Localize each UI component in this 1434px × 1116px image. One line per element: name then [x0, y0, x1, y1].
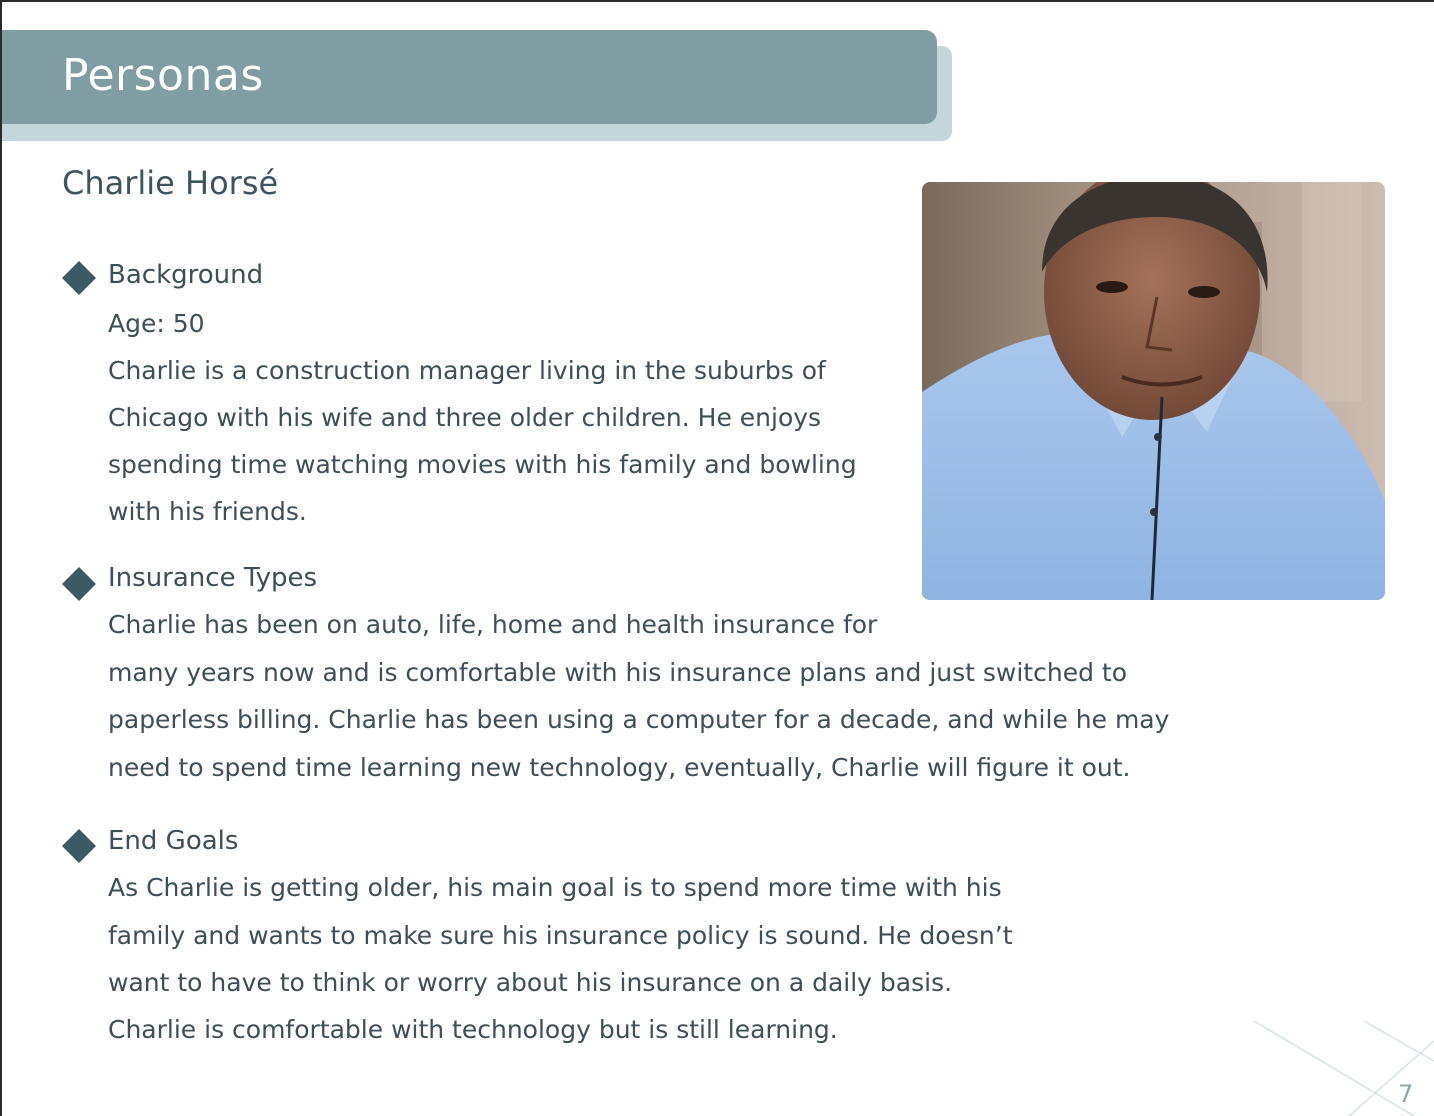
section-body-line: As Charlie is getting older, his main goal is to spend more time with his — [108, 873, 1002, 902]
section-body-line: want to have to think or worry about his insurance on a daily basis. — [108, 968, 953, 997]
section-body-line: Charlie is a construction manager living in the suburbs of — [108, 356, 826, 385]
person-portrait-icon — [922, 182, 1385, 600]
persona-photo — [922, 182, 1385, 600]
page-number: 7 — [1398, 1080, 1414, 1108]
section-body-line: Charlie has been on auto, life, home and health insurance for — [108, 610, 878, 639]
section-body-line: family and wants to make sure his insurance policy is sound. He doesn’t — [108, 921, 1013, 950]
page-border-left — [0, 0, 2, 1116]
page-border-top — [0, 0, 1434, 2]
diamond-bullet-icon — [62, 261, 96, 295]
section-heading-insurance-types: Insurance Types — [108, 563, 318, 593]
section-body-line: spending time watching movies with his family and bowling — [108, 450, 857, 479]
section-body-line: Charlie is comfortable with technology but is still learning. — [108, 1015, 838, 1044]
section-body-line: Chicago with his wife and three older children. He enjoys — [108, 403, 822, 432]
persona-name: Charlie Horsé — [62, 164, 279, 202]
section-body-line: need to spend time learning new technology, eventually, Charlie will figure it out. — [108, 753, 1131, 782]
section-body-line: many years now and is comfortable with his insurance plans and just switched to — [108, 658, 1127, 687]
section-body-line: with his friends. — [108, 497, 307, 526]
page-title: Personas — [62, 50, 264, 101]
diamond-bullet-icon — [62, 567, 96, 601]
section-heading-end-goals: End Goals — [108, 826, 239, 856]
section-body-line: Age: 50 — [108, 309, 205, 338]
section-heading-background: Background — [108, 260, 264, 290]
diamond-bullet-icon — [62, 829, 96, 863]
section-body-line: paperless billing. Charlie has been using a computer for a decade, and while he may — [108, 705, 1170, 734]
